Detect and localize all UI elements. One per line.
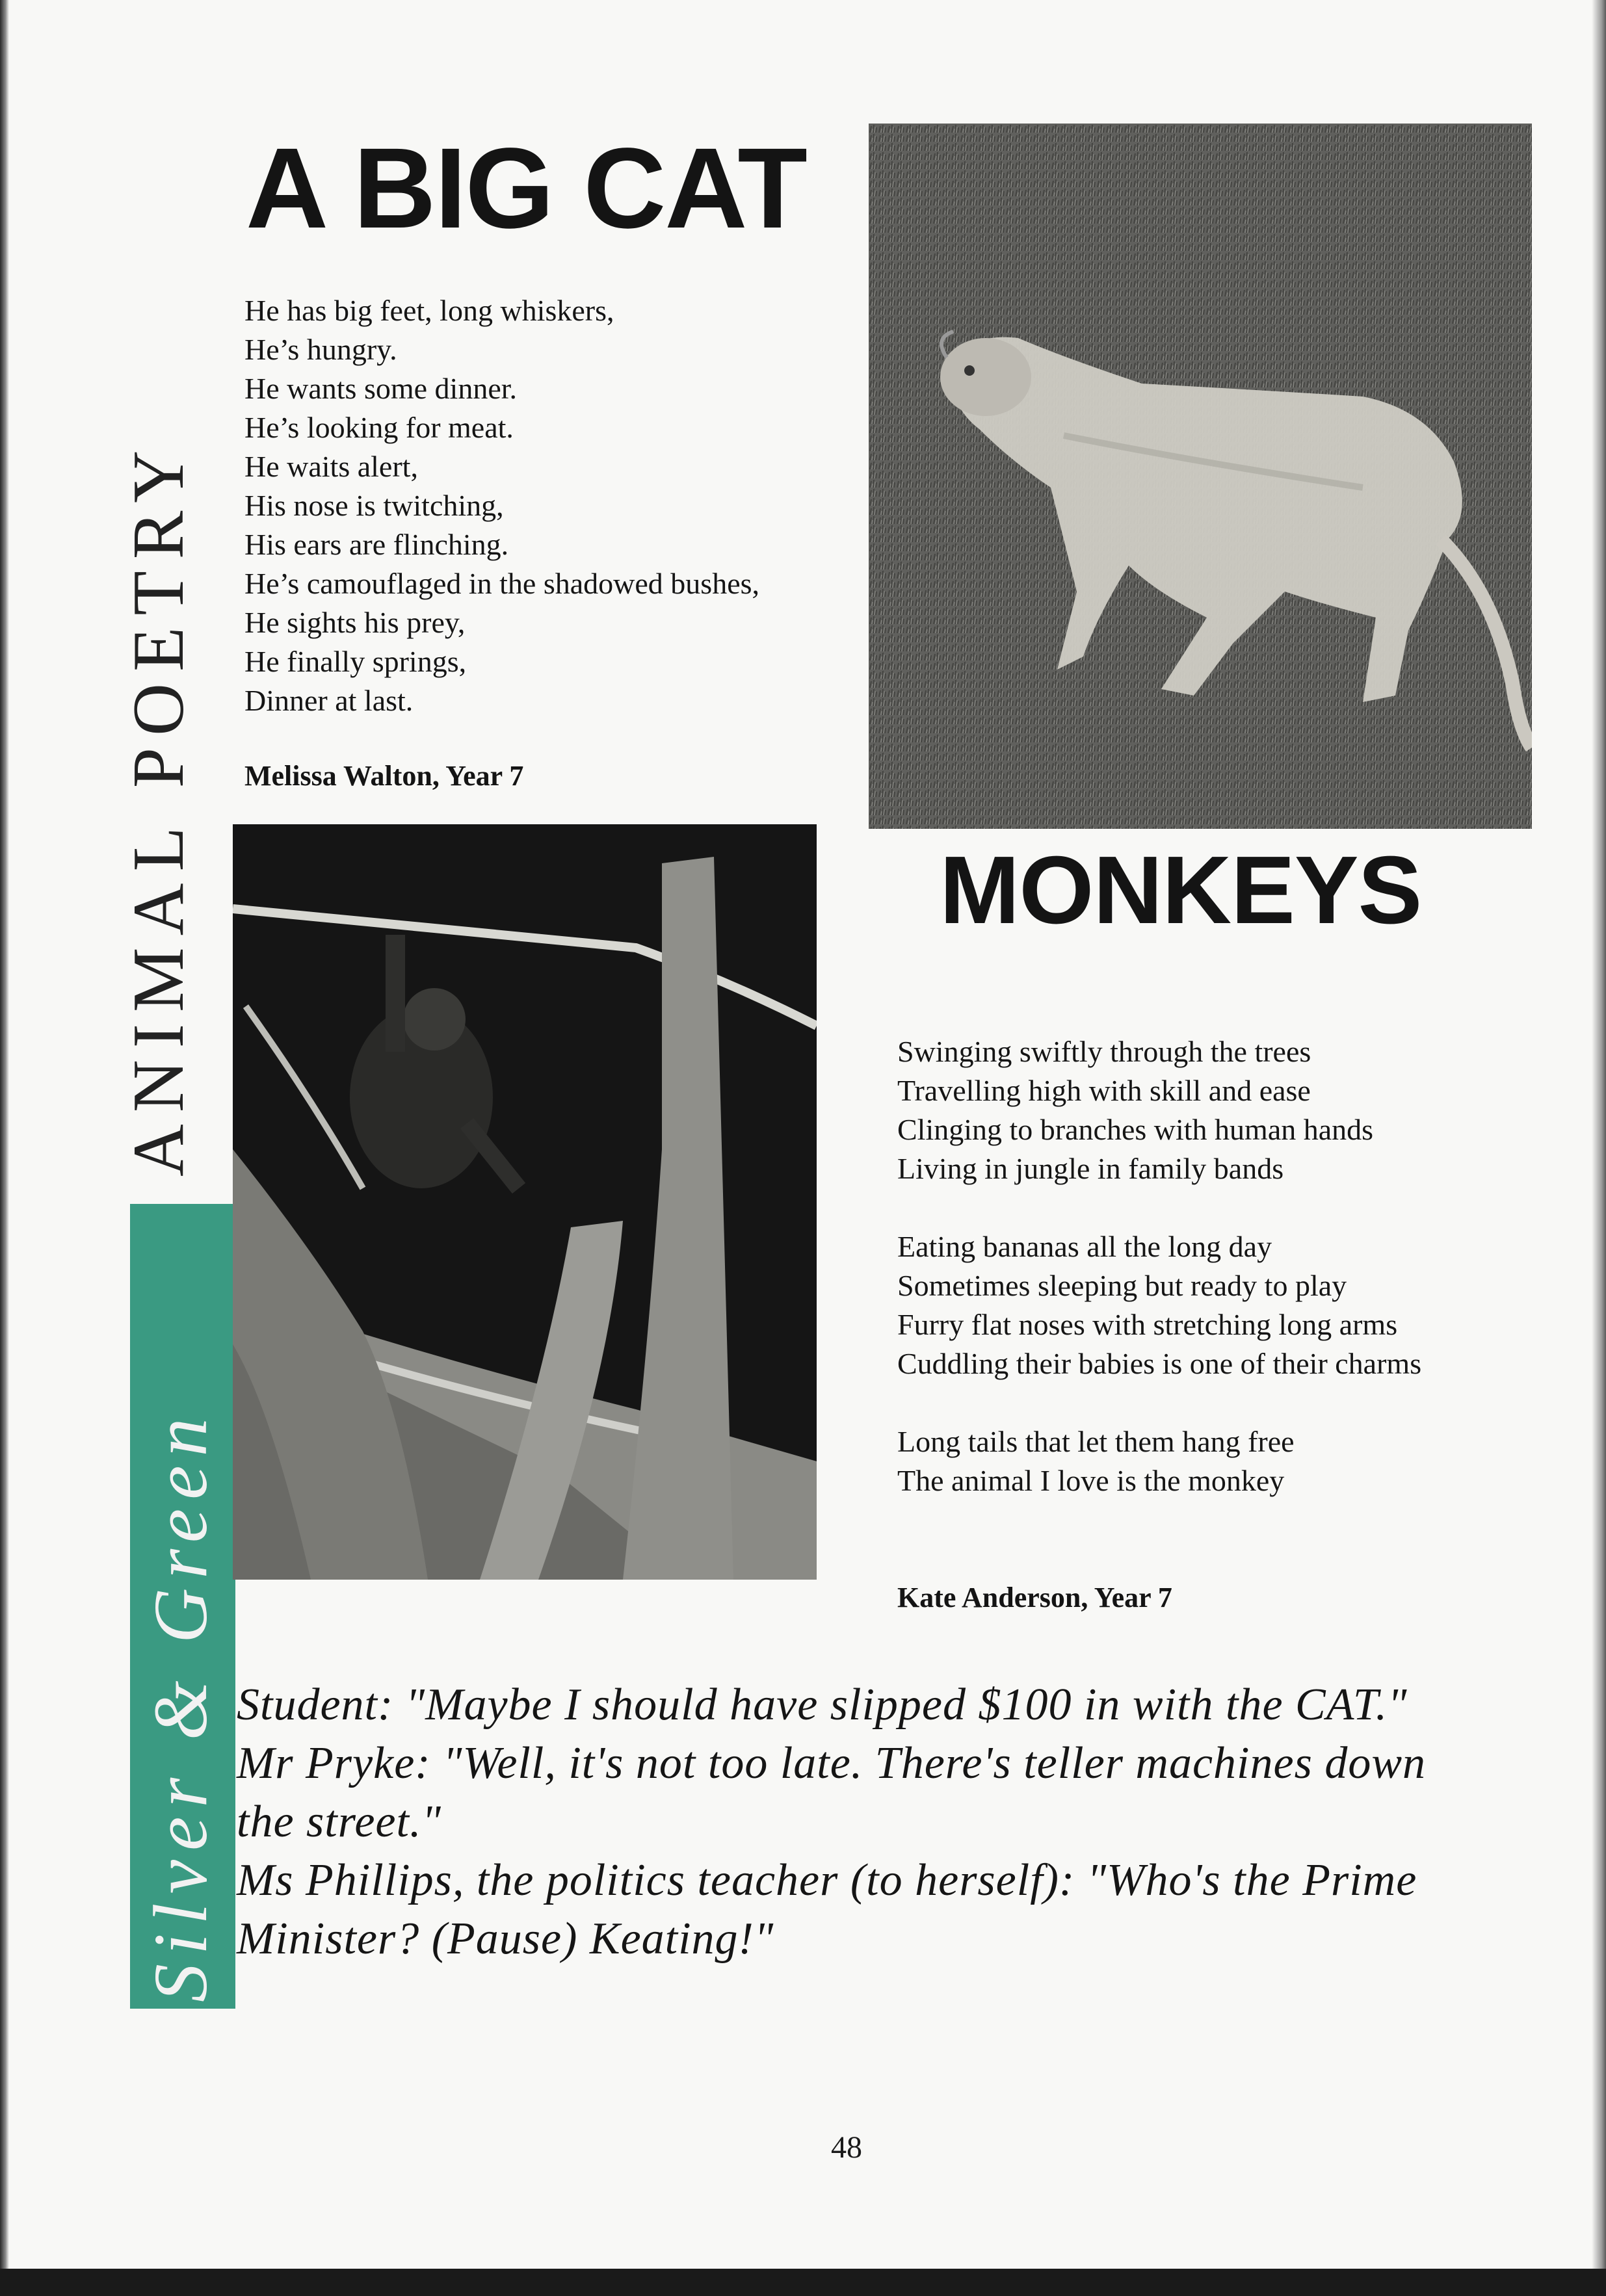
lion-photo-icon xyxy=(869,124,1532,829)
quote: Student: "Maybe I should have slipped $100 in with the CAT." xyxy=(237,1680,1408,1730)
quote: Ms Phillips, the politics teacher (to herself): "Who's the Prime Minister? (Pause) Keating!" xyxy=(237,1855,1417,1964)
page-number: 48 xyxy=(831,2130,862,2165)
poem-line: Swinging swiftly through the trees xyxy=(897,1035,1311,1068)
poem-line: Travelling high with skill and ease xyxy=(897,1074,1311,1107)
quote: Mr Pryke: "Well, it's not too late. There's teller machines down the street." xyxy=(237,1738,1427,1847)
poem-stanza xyxy=(897,1032,1421,1188)
poem-line: He sights his prey, xyxy=(244,606,466,639)
poem-line: Furry flat noses with stretching long arms xyxy=(897,1308,1398,1341)
poem-author-monkeys: Kate Anderson, Year 7 xyxy=(897,1582,1172,1613)
page-edge-bottom xyxy=(0,2269,1606,2296)
poem-stanza xyxy=(897,1422,1421,1500)
poem-line: His ears are flinching. xyxy=(244,528,509,561)
poem-title-big-cat: A BIG CAT xyxy=(246,125,806,252)
poem-line: He’s hungry. xyxy=(244,333,397,366)
lion-photo xyxy=(869,124,1532,829)
poem-line: He’s looking for meat. xyxy=(244,411,514,444)
poem-line: Clinging to branches with human hands xyxy=(897,1113,1374,1146)
poem-line: He finally springs, xyxy=(244,645,467,678)
staff-quotes xyxy=(237,1676,1446,1968)
poem-author-big-cat: Melissa Walton, Year 7 xyxy=(244,760,524,792)
page-edge-right xyxy=(1592,0,1606,2296)
poem-line: He waits alert, xyxy=(244,450,418,483)
poem-stanza xyxy=(897,1227,1421,1383)
poem-line: He has big feet, long whiskers, xyxy=(244,294,614,327)
poem-line: Dinner at last. xyxy=(244,684,414,717)
section-label-vertical: ANIMAL POETRY xyxy=(118,438,199,1177)
monkey-photo-icon xyxy=(233,824,817,1580)
poem-body-monkeys xyxy=(897,1032,1421,1539)
poem-line: Long tails that let them hang free xyxy=(897,1425,1295,1458)
poem-line: Sometimes sleeping but ready to play xyxy=(897,1269,1347,1302)
poem-line: He’s camouflaged in the shadowed bushes, xyxy=(244,567,760,600)
poem-line: He wants some dinner. xyxy=(244,372,518,405)
publication-name-vertical: Silver & Green xyxy=(138,1409,223,2002)
poem-title-monkeys: MONKEYS xyxy=(940,837,1422,944)
poem-line: The animal I love is the monkey xyxy=(897,1464,1285,1497)
poem-line: His nose is twitching, xyxy=(244,489,504,522)
poem-line: Eating bananas all the long day xyxy=(897,1230,1272,1263)
poem-body-big-cat xyxy=(244,291,759,720)
poem-line: Cuddling their babies is one of their charms xyxy=(897,1347,1422,1380)
page-edge-left xyxy=(0,0,9,2296)
poem-line: Living in jungle in family bands xyxy=(897,1152,1284,1185)
monkey-photo xyxy=(233,824,817,1580)
